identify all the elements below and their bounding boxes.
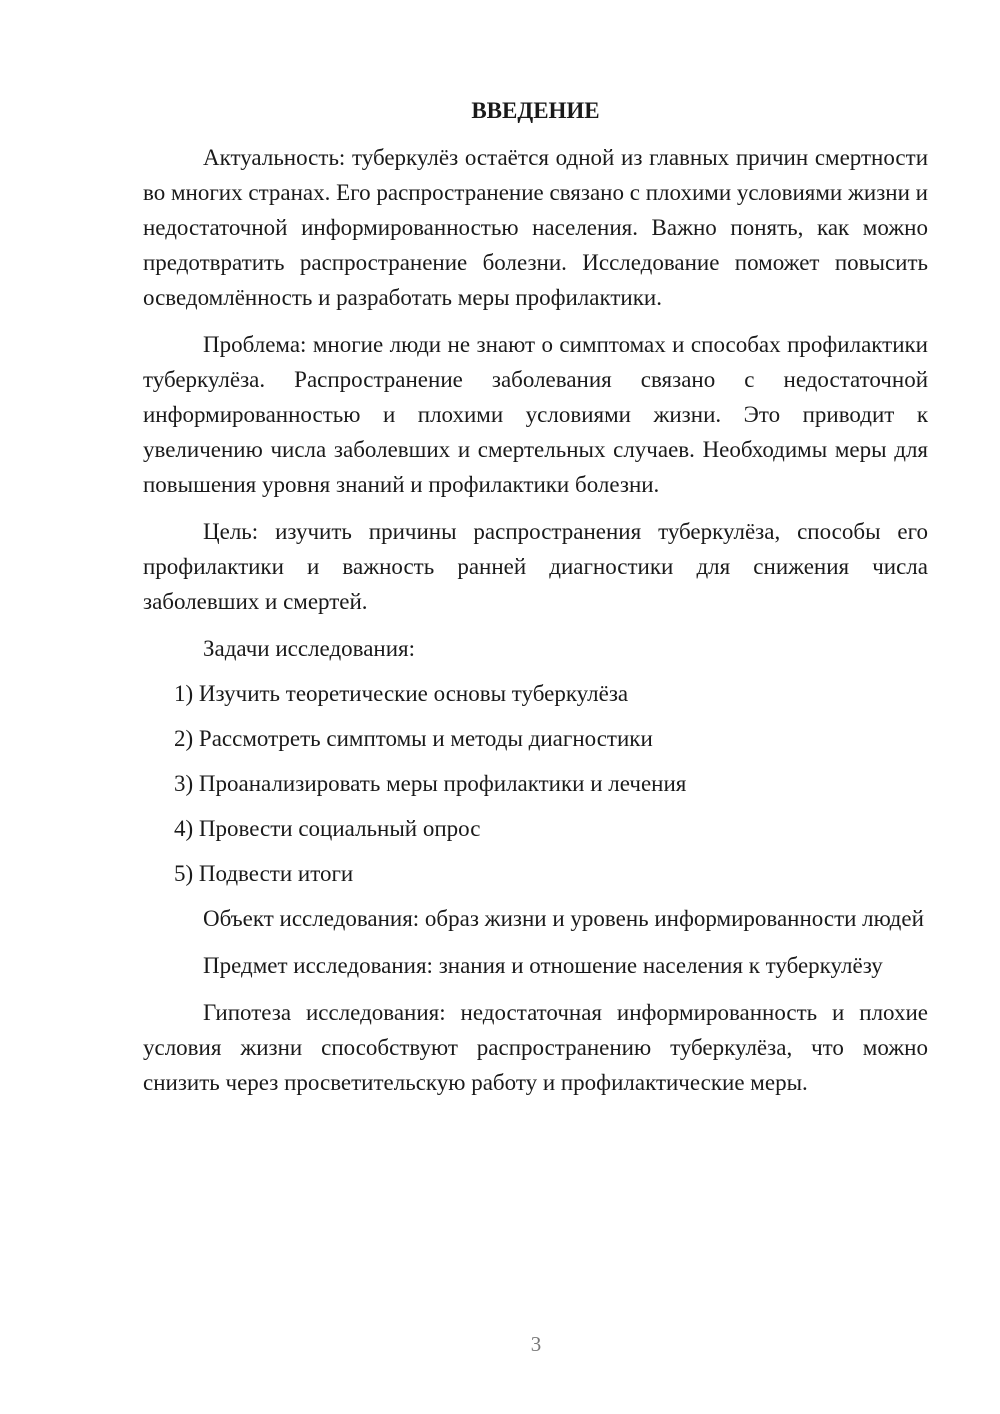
relevance-paragraph: Актуальность: туберкулёз остаётся одной из главных причин смертности во многих странах. Его распространение связано с плохими условиями жизни и недостаточной информированностью населения. Важно понять, как можно предотвратить распространение болезни. Исследование поможет повысить осведомлённость и разработать меры профилактики. xyxy=(143,145,928,310)
list-item: 3) Проанализировать меры профилактики и лечения xyxy=(174,771,687,796)
tasks-list xyxy=(143,676,928,891)
page-number: 3 xyxy=(530,1332,542,1356)
list-item: 1) Изучить теоретические основы туберкулёза xyxy=(174,681,629,706)
problem-paragraph: Проблема: многие люди не знают о симптомах и способах профилактики туберкулёза. Распространение заболевания связано с недостаточной информированностью и плохими условиями жизни. Это приводит к увеличению числа заболевших и смертельных случаев. Необходимы меры для повышения уровня знаний и профилактики болезни. xyxy=(143,332,928,497)
list-item: 2) Рассмотреть симптомы и методы диагностики xyxy=(174,726,653,751)
tasks-heading: Задачи исследования: xyxy=(203,636,416,661)
list-item: 5) Подвести итоги xyxy=(174,861,354,886)
document-body xyxy=(143,93,928,1112)
goal-paragraph: Цель: изучить причины распространения туберкулёза, способы его профилактики и важность ранней диагностики для снижения числа заболевших и смертей. xyxy=(143,519,928,614)
subject-paragraph: Предмет исследования: знания и отношение населения к туберкулёзу xyxy=(203,953,883,978)
section-title: ВВЕДЕНИЕ xyxy=(471,98,600,123)
hypothesis-paragraph: Гипотеза исследования: недостаточная информированность и плохие условия жизни способствуют распространению туберкулёза, что можно снизить через просветительскую работу и профилактические меры. xyxy=(143,1000,928,1095)
list-item: 4) Провести социальный опрос xyxy=(174,816,481,841)
object-paragraph: Объект исследования: образ жизни и уровень информированности людей xyxy=(203,906,924,931)
